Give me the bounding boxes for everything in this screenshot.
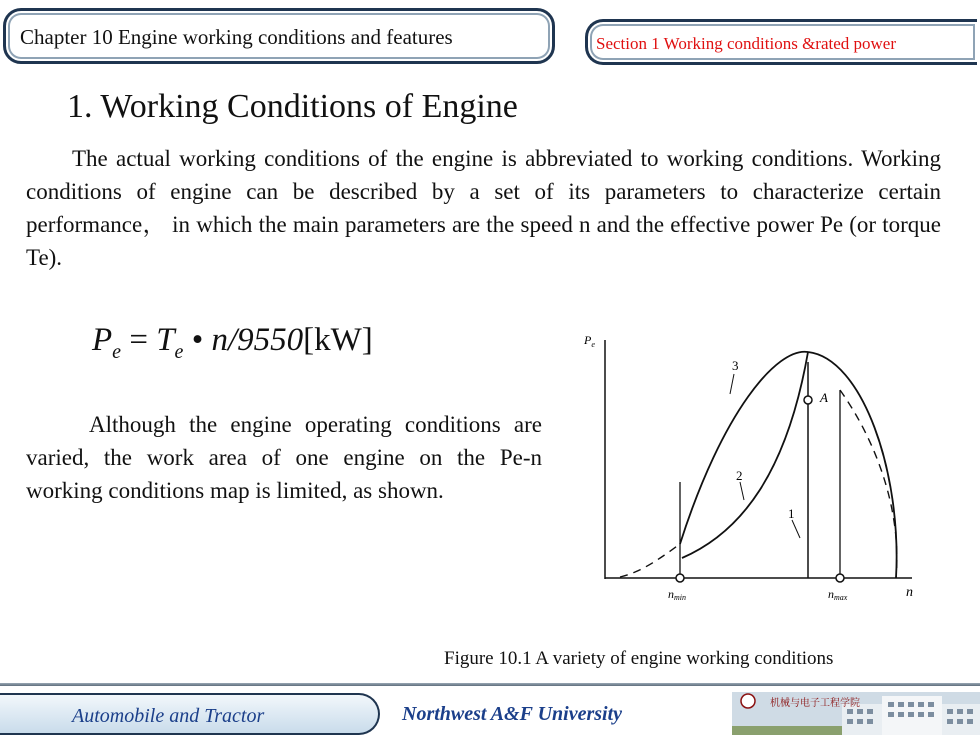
section-tab: [585, 19, 977, 65]
curve-3-dashed-left: [620, 544, 680, 577]
y-axis-label: $P_e$: [584, 333, 595, 349]
footer-divider: [0, 683, 980, 686]
power-formula: [92, 322, 373, 364]
point-nmin: [676, 574, 684, 582]
curve-2: [682, 352, 808, 558]
area-paragraph: Although the engine operating conditions are varied, the work area of one engine on the Pe-n working conditions map is limited, as shown.: [26, 412, 542, 503]
x-axis-label: n: [906, 585, 913, 600]
curve-3-envelope: [680, 352, 897, 578]
intro-paragraph: The actual working conditions of the engine is abbreviated to working conditions. Working conditions of engine can be described by a set of its parameters to characterize certain performance， in which the main parameters are the speed n and the effective power Pe (or torque Te).: [26, 146, 941, 270]
formula-p-sub: e: [112, 341, 122, 363]
curve-3-dashed-right: [840, 390, 897, 578]
nmax-label: nmax: [828, 587, 848, 602]
formula-rest: n/9550: [211, 322, 304, 358]
campus-photo: [732, 692, 980, 735]
leader-2: [740, 482, 744, 500]
footer-university: Northwest A&F University: [402, 703, 623, 725]
section-title: Section 1 Working conditions &rated power: [596, 34, 897, 53]
college-label: 机械与电子工程学院: [770, 698, 860, 709]
curve-label-1: 1: [788, 506, 795, 521]
figure-caption: Figure 10.1 A variety of engine working conditions: [444, 648, 834, 669]
chapter-tab: [3, 8, 555, 64]
formula-unit: [kW]: [303, 322, 373, 358]
formula-t-sub: e: [174, 341, 184, 363]
footer-course-tab: [0, 693, 380, 735]
point-a-label: A: [820, 390, 828, 405]
nmin-label: nmin: [668, 587, 686, 602]
slide-heading: 1. Working Conditions of Engine: [67, 88, 518, 125]
formula-dot: •: [183, 322, 212, 358]
formula-t: T: [156, 322, 175, 358]
curve-label-3: 3: [732, 358, 739, 373]
working-conditions-figure: [572, 322, 942, 604]
formula-eq: =: [121, 322, 157, 358]
leader-3: [730, 374, 734, 394]
point-a: [804, 396, 812, 404]
leader-1: [792, 520, 800, 538]
formula-p: P: [92, 322, 113, 358]
point-nmax: [836, 574, 844, 582]
chapter-title: Chapter 10 Engine working conditions and features: [20, 25, 453, 49]
footer-course: Automobile and Tractor: [72, 705, 265, 727]
curve-label-2: 2: [736, 468, 743, 483]
